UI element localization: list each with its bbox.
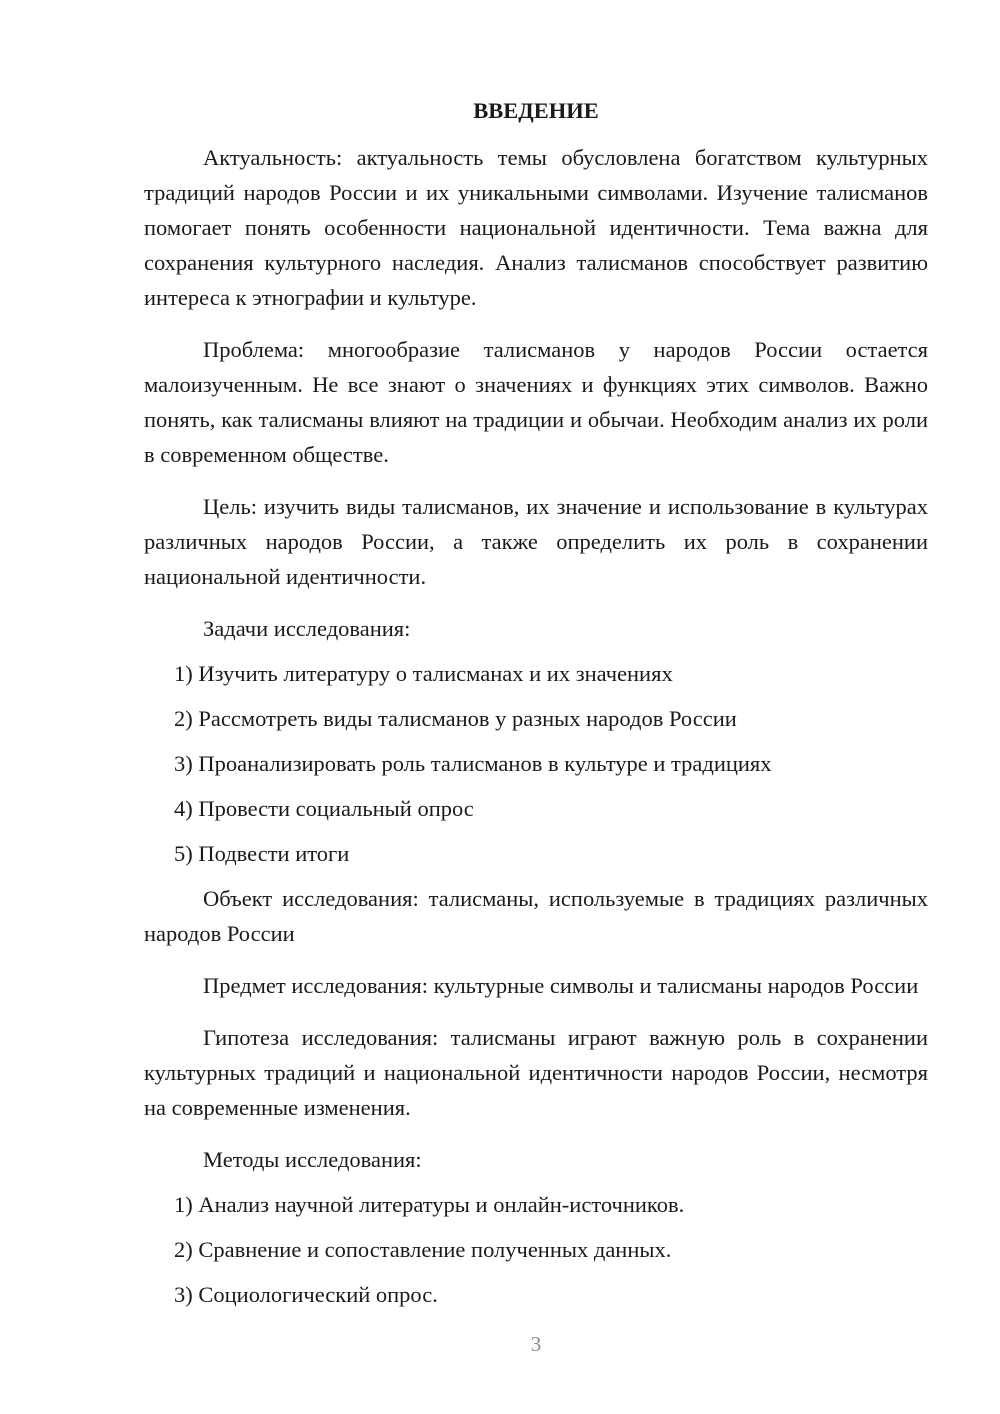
list-item: 3) Социологический опрос.: [174, 1282, 438, 1307]
section-heading: ВВЕДЕНИЕ: [473, 98, 599, 123]
methods-label: Методы исследования:: [203, 1147, 422, 1172]
goal-paragraph: Цель: изучить виды талисманов, их значение и использование в культурах различных народов России, а также определить их роль в сохранении национальной идентичности.: [144, 494, 928, 589]
list-item: 5) Подвести итоги: [174, 841, 350, 866]
methods-list: [144, 1187, 928, 1312]
problem-paragraph: Проблема: многообразие талисманов у народов России остается малоизученным. Не все знают о значениях и функциях этих символов. Важно понять, как талисманы влияют на традиции и обычаи. Необходим анализ их роли в современном обществе.: [144, 337, 928, 467]
tasks-label: Задачи исследования:: [203, 616, 411, 641]
page-number: 3: [530, 1332, 542, 1356]
list-item: 3) Проанализировать роль талисманов в культуре и традициях: [174, 751, 772, 776]
tasks-list: [144, 656, 928, 871]
subject-paragraph: Предмет исследования: культурные символы и талисманы народов России: [203, 973, 919, 998]
list-item: 1) Изучить литературу о талисманах и их значениях: [174, 661, 673, 686]
list-item: 4) Провести социальный опрос: [174, 796, 474, 821]
list-item: 1) Анализ научной литературы и онлайн-источников.: [174, 1192, 685, 1217]
document-body: [144, 94, 928, 1322]
object-paragraph: Объект исследования: талисманы, используемые в традициях различных народов России: [144, 886, 928, 946]
relevance-paragraph: Актуальность: актуальность темы обусловлена богатством культурных традиций народов России и их уникальными символами. Изучение талисманов помогает понять особенности национальной идентичности. Тема важна для сохранения культурного наследия. Анализ талисманов способствует развитию интереса к этнографии и культуре.: [144, 145, 928, 310]
list-item: 2) Рассмотреть виды талисманов у разных народов России: [174, 706, 737, 731]
hypothesis-paragraph: Гипотеза исследования: талисманы играют важную роль в сохранении культурных традиций и национальной идентичности народов России, несмотря на современные изменения.: [144, 1025, 928, 1120]
list-item: 2) Сравнение и сопоставление полученных данных.: [174, 1237, 672, 1262]
